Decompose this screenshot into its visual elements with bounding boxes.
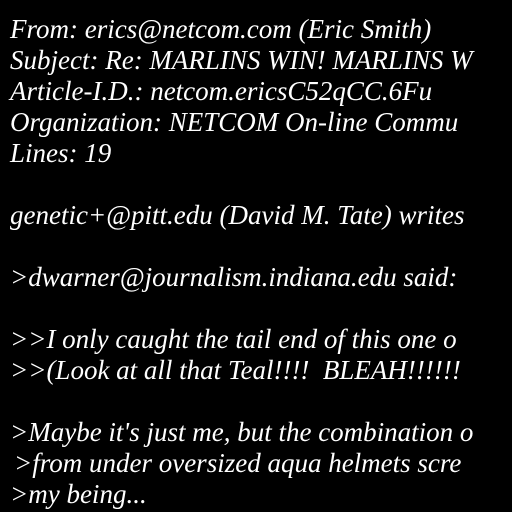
quoted-line: >>I only caught the tail end of this one o bbox=[10, 324, 457, 354]
quoted-line: >from under oversized aqua helmets scre bbox=[14, 448, 462, 478]
attribution-line: genetic+@pitt.edu (David M. Tate) writes bbox=[10, 200, 465, 230]
quoted-line: >my being... bbox=[10, 479, 147, 509]
quoted-line: >Maybe it's just me, but the combination o bbox=[10, 417, 474, 447]
header-organization: Organization: NETCOM On-line Commu bbox=[10, 107, 459, 137]
quoted-line: >>(Look at all that Teal!!!! BLEAH!!!!!! bbox=[10, 355, 461, 385]
nested-attribution-line: >dwarner@journalism.indiana.edu said: bbox=[10, 262, 458, 292]
header-lines: Lines: 19 bbox=[10, 138, 112, 168]
header-article-id: Article-I.D.: netcom.ericsC52qCC.6Fu bbox=[10, 76, 433, 106]
header-subject: Subject: Re: MARLINS WIN! MARLINS W bbox=[10, 45, 473, 75]
header-from: From: erics@netcom.com (Eric Smith) bbox=[10, 14, 432, 44]
